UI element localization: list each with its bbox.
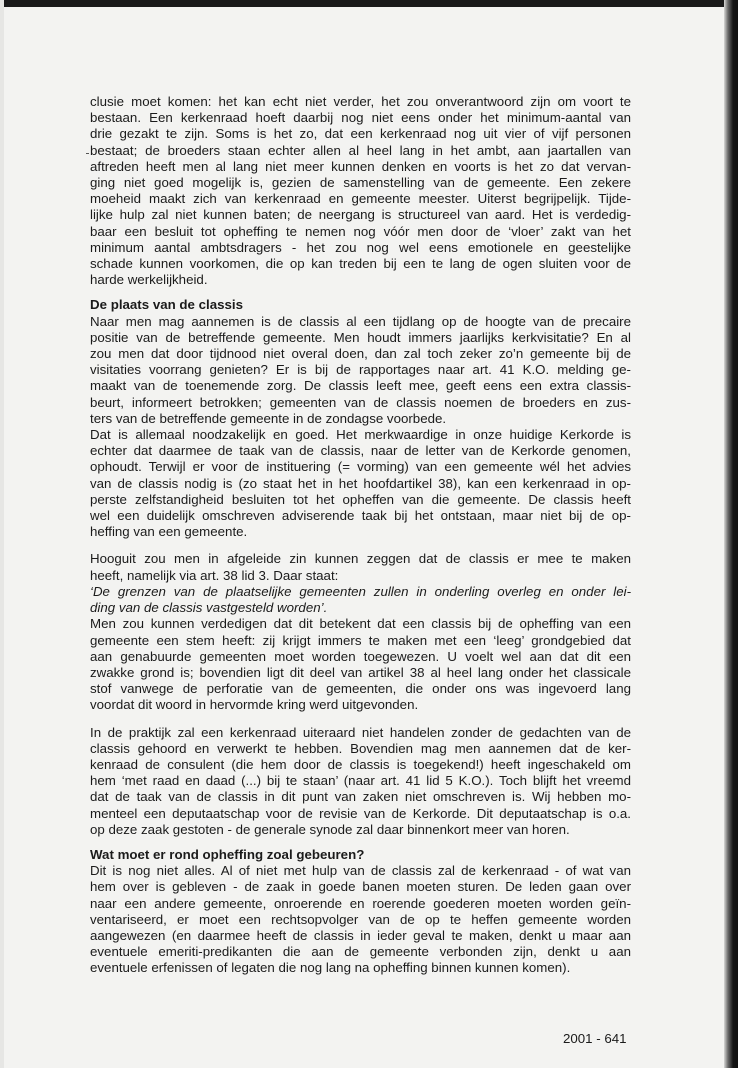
text-line: harde werkelijkheid. [90,272,208,288]
text-line: In de praktijk zal een kerkenraad uiteraard niet handelen zonder de gedachten van de [90,724,631,740]
text-line: van de classis nodig is (zo staat het in het hoofdartikel 38), kan een kerkenraad in op- [90,475,631,491]
paragraph-4 [90,551,631,583]
text-line: positie van de betreffende gemeente. Men houdt immers jaarlijks kerkvisitatie? En al [90,329,631,345]
text-line: ters van de betreffende gemeente in de zondagse voorbede. [90,410,447,426]
text-line: voordat dit woord in hervormde kring werd uitgevonden. [90,697,419,713]
quote-line: ding van de classis vastgesteld worden’. [90,600,328,616]
text-line: baar een besluit tot opheffing te nemen nog vóór men door de ‘vloer’ zakt van het [90,223,631,239]
text-line: stof vanwege de perforatie van de gemeenten, die onder ons was ingevoerd lang [90,681,631,697]
text-line: perste zelfstandigheid besluiten tot het opheffen van die gemeente. De classis heeft [90,491,631,507]
scan-right-border [724,0,738,1068]
text-line: classis gehoord en verwerkt te hebben. Bovendien mag men aannemen dat de ker- [90,740,631,756]
margin-mark [86,153,89,154]
text-line: heeft, namelijk via art. 38 lid 3. Daar staat: [90,567,339,583]
text-line: aftreden heeft men al lang niet meer kunnen denken en voorts is het zo dat vervan- [90,158,631,174]
text-line: ging niet goed mogelijk is, gezien de samenstelling van de gemeente. Een zekere [90,175,631,191]
text-line: Men zou kunnen verdedigen dat dit betekent dat een classis bij de opheffing van een [90,616,631,632]
text-line: eventuele emeriti-predikanten die aan de gemeente verbonden zijn, denkt u aan [90,944,631,960]
text-line: naar een andere gemeente, onroerende en roerende goederen moeten worden geïn- [90,895,631,911]
text-line: ventariseerd, er moet een rechtsopvolger van de op te heffen gemeente worden [90,911,631,927]
text-line: minimum aantal ambtsdragers - het zou nog wel eens emotionele en geestelijke [90,239,631,255]
text-line: visitaties voorrang genieten? Er is bij de rapportages naar art. 41 K.O. melding ge- [90,362,631,378]
text-line: dat de taak van de classis in dit punt van zaken niet omschreven is. Wij hebben mo- [90,789,631,805]
text-line: lijke hulp zal niet kunnen baten; de neergang is structureel van aard. Het is verdedig- [90,207,631,223]
text-line: zou men dat door tijdnood niet overal doen, dan zal toch zeker zo’n gemeente bij de [90,346,631,362]
scan-left-shadow [0,0,4,1068]
text-line: moeheid maakt zich van kerkenraad en gemeente meester. Uiterst begrijpelijk. Tijde- [90,191,631,207]
paragraph-5 [90,616,631,713]
text-line: hem over is gebleven - de zaak in goede banen moeten sturen. De leden gaan over [90,879,631,895]
text-line: wel een duidelijk omschreven adviserende taak bij het ontstaan, maar niet bij de op- [90,508,631,524]
text-line: schade kunnen voorkomen, die op kan treden bij een te lang de ogen sluiten voor de [90,256,631,272]
text-line: bestaat; de broeders staan echter allen al heel lang in het ambt, aan jaartallen van [90,142,631,158]
paragraph-3 [90,427,631,540]
text-line: kenraad de consulent (die hem door de classis is toegekend!) heeft ingeschakeld om [90,756,631,772]
text-line: op deze zaak gestoten - de generale synode zal daar binnenkort meer van horen. [90,821,570,837]
text-line: drie gezakt te zijn. Soms is het zo, dat een kerkenraad nog uit vier of vijf personen [90,126,631,142]
text-line: zwakke grond is; bovendien ligt dit deel van artikel 38 al heel lang onder het classicale [90,664,631,680]
text-line: maakt van de toenemende zorg. De classis leeft mee, geeft eens een extra classis- [90,378,631,394]
text-line: eventuele erfenissen of legaten die nog lang na opheffing binnen kunnen komen). [90,960,571,976]
text-line: aangewezen (en daarmee heeft de classis in ieder geval te maken, denkt u maar aan [90,927,631,943]
text-line: clusie moet komen: het kan echt niet verder, het zou onverantwoord zijn om voort te [90,94,631,109]
text-line: Dat is allemaal noodzakelijk en goed. Het merkwaardige in onze huidige Kerkorde is [90,427,631,443]
text-line: beurt, informeert betrokken; gemeenten van de classis noemen de broeders en zus- [90,394,631,410]
text-line: echter dat daarmee de taak van de classis, naar de letter van de Kerkorde genomen, [90,443,631,459]
section-heading-classis: De plaats van de classis [90,297,243,313]
paragraph-1 [90,94,631,288]
quote-kerkorde [90,584,631,616]
paragraph-2 [90,314,631,427]
article-body [90,94,631,977]
text-line: Naar men mag aannemen is de classis al een tijdlang op de hoogte van de precaire [90,313,631,329]
section-heading-opheffing: Wat moet er rond opheffing zoal gebeuren? [90,846,365,862]
text-line: Dit is nog niet alles. Al of niet met hulp van de classis zal de kerkenraad - of wat van [90,863,631,879]
page-number: 2001 - 641 [563,1031,627,1046]
paragraph-7 [90,863,631,976]
text-line: ophoudt. Terwijl er voor de instituering (= vorming) van een gemeente wél het advies [90,459,631,475]
text-line: gemeente een stem heeft: zij krijgt immers te maken met een ‘leeg’ grondgebied dat [90,632,631,648]
paragraph-6 [90,725,631,838]
text-line: Hooguit zou men in afgeleide zin kunnen zeggen dat de classis er mee te maken [90,551,631,567]
quote-line: ‘De grenzen van de plaatselijke gemeenten zullen in onderling overleg en onder lei- [90,583,631,599]
scan-top-border [0,0,738,7]
text-line: aan genabuurde gemeenten moet worden toegewezen. U voelt wel aan dat dit een [90,648,631,664]
text-line: menteel een deputaatschap voor de revisie van de Kerkorde. Dit deputaatschap is o.a. [90,805,631,821]
text-line: heffing van een gemeente. [90,524,248,540]
text-line: bestaan. Een kerkenraad hoeft daarbij nog niet eens onder het minimum-aantal van [90,110,631,126]
text-line: hem ‘met raad en daad (...) bij te staan’ (naar art. 41 lid 5 K.O.). Toch blijft het vreemd [90,773,631,789]
